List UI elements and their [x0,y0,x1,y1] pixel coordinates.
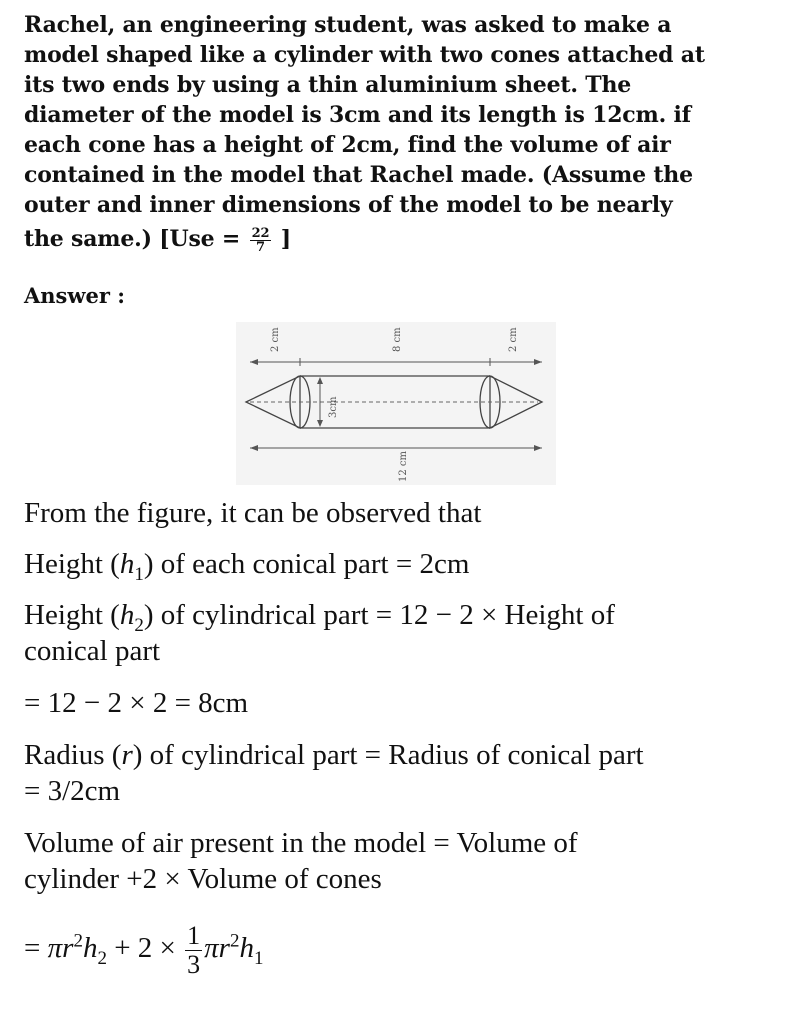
question-line: diameter of the model is 3cm and its length is 12cm. if [24,102,691,128]
fraction-denominator: 7 [256,239,265,255]
text: ) of cylindrical part = Radius of conical part [132,739,644,771]
label-diameter: 3cm [328,396,339,418]
text: + 2 × [106,932,184,965]
solution-line: = 3/2cm [24,775,121,807]
label-total-length: 12 cm [398,451,409,482]
question-text [24,10,769,254]
subscript: 1 [134,563,144,585]
text: Height ( [24,599,120,631]
answer-label: Answer : [24,283,125,308]
question-line [24,224,769,254]
text: ) of each conical part = 2cm [143,548,470,580]
superscript: 2 [229,930,240,952]
pi-r: πr [47,932,74,965]
question-line-suffix: ] [273,226,291,252]
var-h: h [82,932,98,965]
text: Radius ( [24,739,122,771]
solution-line [24,738,774,772]
solution-line: From the figure, it can be observed that [24,497,482,529]
solution-line: = 12 − 2 × 2 = 8cm [24,687,249,719]
fraction-numerator: 1 [187,921,201,950]
solution-line: cylinder +2 × Volume of cones [24,863,382,895]
var-h: h [119,548,135,580]
label-cone-right: 2 cm [508,327,519,352]
question-line: each cone has a height of 2cm, find the volume of air [24,132,671,158]
question-line: contained in the model that Rachel made. (Assume the [24,162,693,188]
formula-line [24,922,774,979]
question-line: outer and inner dimensions of the model to be nearly [24,192,673,218]
var-r: r [121,739,133,771]
fraction-one-third [185,922,202,979]
subscript: 2 [134,614,144,636]
superscript: 2 [73,930,83,952]
var-h: h [119,599,135,631]
fraction-denominator: 3 [187,950,201,979]
model-figure [236,322,556,485]
question-line-prefix: the same.) [Use = [24,226,248,252]
solution-line: conical part [24,635,161,667]
text: Height ( [24,548,120,580]
pi-r: πr [204,932,230,965]
fraction-22-over-7 [250,227,272,254]
text: ) of cylindrical part = 12 − 2 × Height of [143,599,615,631]
subscript: 1 [253,947,264,969]
fraction-numerator: 22 [251,225,270,241]
question-line: its two ends by using a thin aluminium sheet. The [24,72,632,98]
solution-line [24,547,774,592]
subscript: 2 [97,947,107,969]
question-line: model shaped like a cylinder with two cones attached at [24,42,705,68]
solution-line: Volume of air present in the model = Volume of [24,827,578,859]
label-cone-left: 2 cm [270,327,281,352]
text: = [24,932,48,965]
var-h: h [239,932,254,965]
question-line: Rachel, an engineering student, was asked to make a [24,12,672,38]
label-cylinder-length: 8 cm [392,327,403,352]
